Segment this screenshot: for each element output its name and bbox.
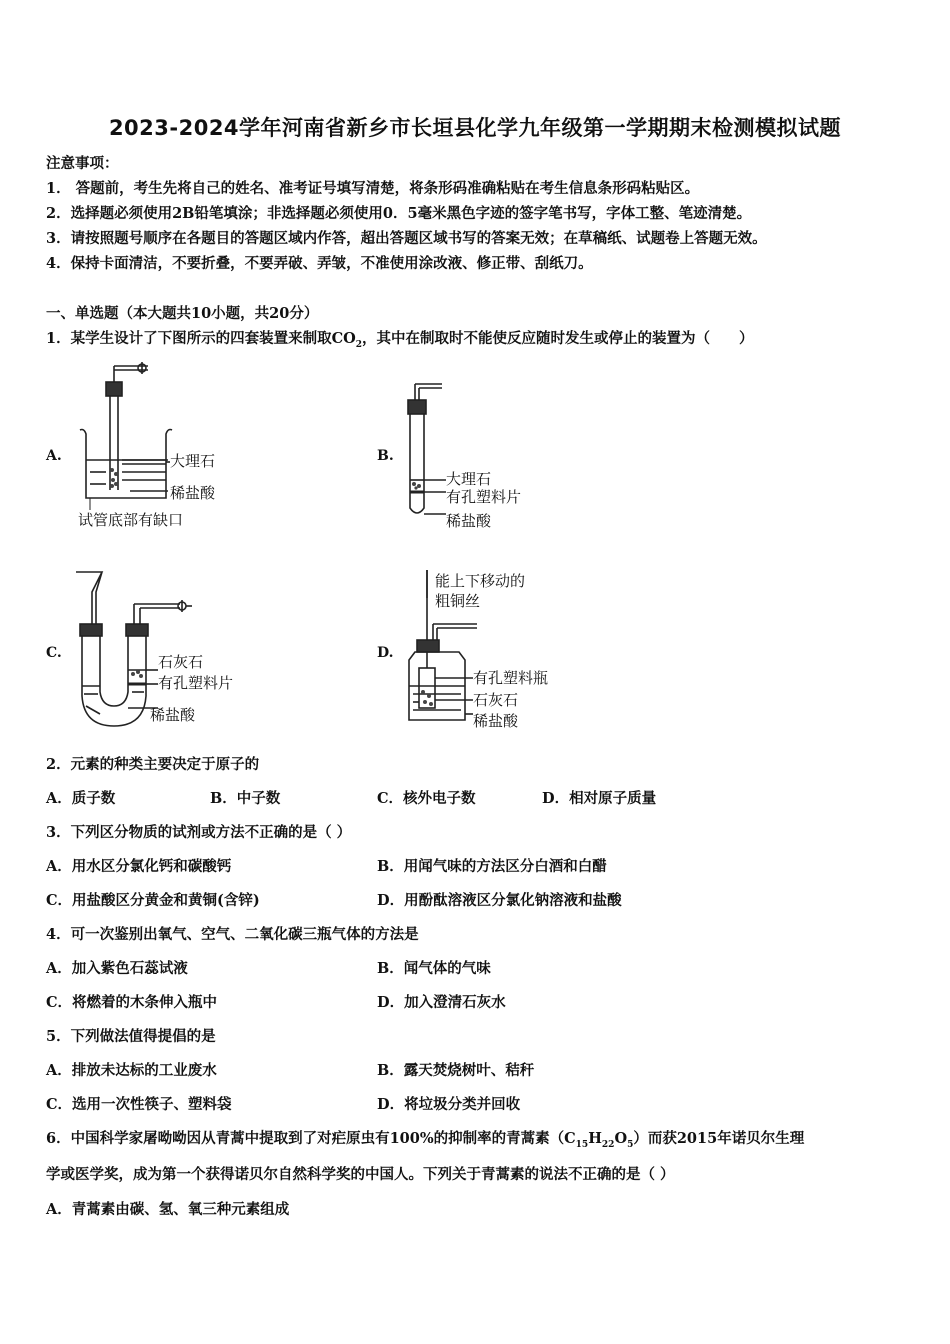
q2-option-d[interactable]: D．相对原子质量 — [542, 790, 657, 807]
question-3-stem: 3．下列区分物质的试剂或方法不正确的是（ ） — [46, 824, 352, 841]
d-label-limestone: 石灰石 — [473, 691, 519, 709]
b-label-plate: 有孔塑料片 — [446, 488, 522, 506]
question-5-stem: 5．下列做法值得提倡的是 — [46, 1028, 216, 1045]
q6-option-a[interactable]: A．青蒿素由碳、氢、氧三种元素组成 — [46, 1201, 290, 1218]
notice-item: 4．保持卡面清洁，不要折叠，不要弄破、弄皱，不准使用涂改液、修正带、刮纸刀。 — [46, 255, 593, 272]
question-1-stem: 1．某学生设计了下图所示的四套装置来制取$CO_2$，其中在制取时不能使反应随时发生或停止的装置为（ ） — [46, 330, 754, 350]
q4-option-a[interactable]: A．加入紫色石蕊试液 — [46, 960, 188, 977]
q3-option-a[interactable]: A．用水区分氯化钙和碳酸钙 — [46, 858, 232, 875]
q4-option-d[interactable]: D．加入澄清石灰水 — [377, 994, 506, 1011]
question-4-stem: 4．可一次鉴别出氧气、空气、二氧化碳三瓶气体的方法是 — [46, 926, 419, 943]
q4-option-b[interactable]: B．闻气体的气味 — [377, 960, 491, 977]
b-label-marble: 大理石 — [446, 470, 492, 488]
d-label-wire-2: 粗铜丝 — [435, 592, 481, 610]
option-b-label: B. — [377, 448, 394, 464]
apparatus-a-diagram — [70, 360, 240, 535]
question-6-stem: 6．中国科学家屠呦呦因从青蒿中提取到了对疟原虫有100%的抑制率的青蒿素$(C_{15}H_{22}O_5)$而获2015年诺贝尔生理 — [46, 1130, 805, 1150]
c-label-limestone: 石灰石 — [158, 653, 204, 671]
a-label-notch: 试管底部有缺口 — [78, 511, 184, 529]
q3-option-d[interactable]: D．用酚酞溶液区分氯化钠溶液和盐酸 — [377, 892, 622, 909]
q2-option-c[interactable]: C．核外电子数 — [377, 790, 476, 807]
q2-option-a[interactable]: A．质子数 — [46, 790, 116, 807]
a-label-marble: 大理石 — [170, 452, 216, 470]
notice-item: 3．请按照题号顺序在各题目的答题区域内作答，超出答题区域书写的答案无效；在草稿纸、试题卷上答题无效。 — [46, 230, 767, 247]
b-label-acid: 稀盐酸 — [446, 512, 492, 530]
q5-option-d[interactable]: D．将垃圾分类并回收 — [377, 1096, 521, 1113]
q4-option-c[interactable]: C．将燃着的木条伸入瓶中 — [46, 994, 218, 1011]
q2-option-b[interactable]: B．中子数 — [210, 790, 281, 807]
q5-option-b[interactable]: B．露天焚烧树叶、秸秆 — [377, 1062, 535, 1079]
option-d-label: D. — [377, 645, 394, 661]
q5-option-c[interactable]: C．选用一次性筷子、塑料袋 — [46, 1096, 232, 1113]
d-label-wire-1: 能上下移动的 — [435, 572, 526, 590]
a-label-acid: 稀盐酸 — [170, 484, 216, 502]
d-label-acid: 稀盐酸 — [473, 712, 519, 730]
d-label-bottle: 有孔塑料瓶 — [473, 669, 549, 687]
apparatus-d-diagram — [405, 568, 585, 736]
option-a-label: A. — [46, 448, 62, 464]
c-label-plate: 有孔塑料片 — [158, 674, 234, 692]
notice-item: 2．选择题必须使用2B铅笔填涂；非选择题必须使用0．5毫米黑色字迹的签字笔书写，字体工整、笔迹清楚。 — [46, 205, 752, 222]
notice-heading: 注意事项： — [46, 155, 119, 172]
apparatus-b-diagram — [400, 380, 560, 530]
option-c-label: C. — [46, 645, 62, 661]
q3-option-b[interactable]: B．用闻气味的方法区分白酒和白醋 — [377, 858, 607, 875]
section-heading: 一、单选题（本大题共10小题，共20分） — [46, 305, 319, 322]
apparatus-c-diagram — [70, 568, 270, 738]
page-title: 2023-2024学年河南省新乡市长垣县化学九年级第一学期期末检测模拟试题 — [108, 116, 842, 140]
c-label-acid: 稀盐酸 — [150, 706, 196, 724]
q3-option-c[interactable]: C．用盐酸区分黄金和黄铜(含锌) — [46, 892, 260, 909]
question-6-stem-cont: 学或医学奖，成为第一个获得诺贝尔自然科学奖的中国人。下列关于青蒿素的说法不正确的是（ ） — [46, 1166, 675, 1183]
question-2-stem: 2．元素的种类主要决定于原子的 — [46, 756, 260, 773]
q5-option-a[interactable]: A．排放未达标的工业废水 — [46, 1062, 217, 1079]
notice-item: 1． 答题前，考生先将自己的姓名、准考证号填写清楚，将条形码准确粘贴在考生信息条形码粘贴区。 — [46, 180, 700, 197]
